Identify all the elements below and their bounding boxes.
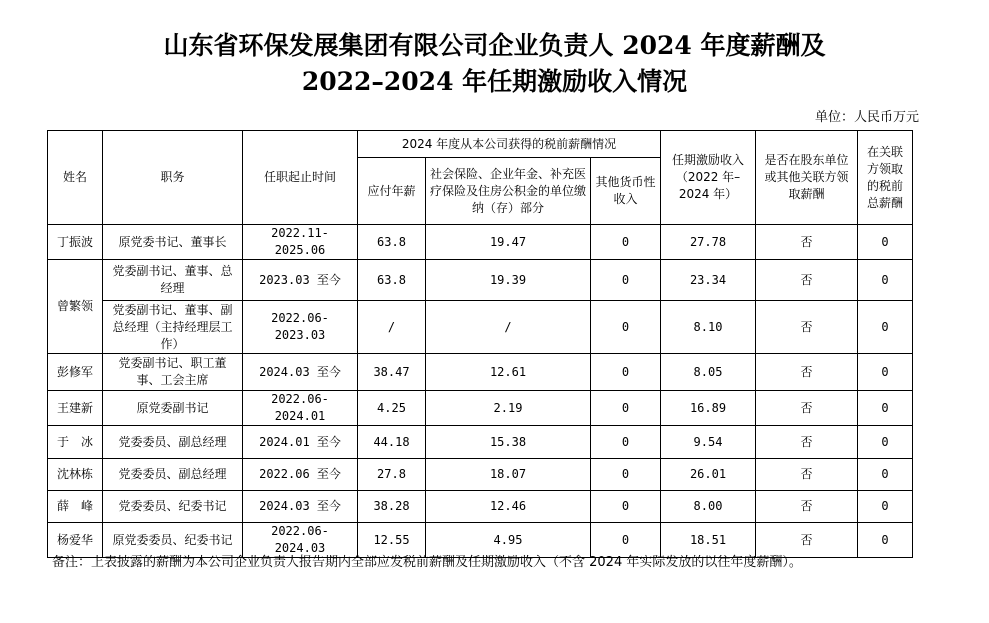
salary-table — [47, 130, 913, 558]
cell-name: 薛 峰 — [48, 491, 103, 523]
cell-incentive: 27.78 — [661, 225, 756, 260]
cell-shareholder: 否 — [756, 391, 858, 426]
cell-term: 2024.01 至今 — [243, 426, 358, 459]
cell-other: 0 — [591, 523, 661, 558]
page-title — [0, 28, 989, 100]
cell-other: 0 — [591, 426, 661, 459]
cell-other: 0 — [591, 354, 661, 391]
cell-shareholder: 否 — [756, 301, 858, 354]
cell-position: 党委副书记、职工董事、工会主席 — [103, 354, 243, 391]
cell-related: 0 — [858, 459, 913, 491]
cell-incentive: 18.51 — [661, 523, 756, 558]
cell-term: 2022.11-2025.06 — [243, 225, 358, 260]
cell-term: 2022.06-2023.03 — [243, 301, 358, 354]
cell-term: 2024.03 至今 — [243, 491, 358, 523]
cell-incentive: 8.05 — [661, 354, 756, 391]
cell-incentive: 9.54 — [661, 426, 756, 459]
cell-incentive: 16.89 — [661, 391, 756, 426]
cell-shareholder: 否 — [756, 459, 858, 491]
table-row — [48, 225, 913, 260]
cell-salary: 38.28 — [358, 491, 426, 523]
title-line-1: 山东省环保发展集团有限公司企业负责人 2024 年度薪酬及 — [163, 31, 826, 60]
cell-other: 0 — [591, 301, 661, 354]
header-name: 姓名 — [48, 131, 103, 225]
cell-shareholder: 否 — [756, 225, 858, 260]
cell-related: 0 — [858, 260, 913, 301]
cell-related: 0 — [858, 225, 913, 260]
cell-insurance: 19.47 — [426, 225, 591, 260]
cell-insurance: 2.19 — [426, 391, 591, 426]
cell-insurance: 19.39 — [426, 260, 591, 301]
cell-shareholder: 否 — [756, 354, 858, 391]
cell-position: 原党委委员、纪委书记 — [103, 523, 243, 558]
table-row — [48, 391, 913, 426]
cell-name: 彭修军 — [48, 354, 103, 391]
table-row — [48, 260, 913, 301]
cell-insurance: 18.07 — [426, 459, 591, 491]
cell-name: 于 冰 — [48, 426, 103, 459]
cell-salary: / — [358, 301, 426, 354]
cell-other: 0 — [591, 459, 661, 491]
footnote: 备注：上表披露的薪酬为本公司企业负责人报告期内全部应发税前薪酬及任期激励收入（不含 2024 年实际发放的以往年度薪酬）。 — [52, 555, 802, 570]
cell-other: 0 — [591, 260, 661, 301]
cell-related: 0 — [858, 523, 913, 558]
cell-insurance: 4.95 — [426, 523, 591, 558]
cell-name: 曾繁领 — [48, 260, 103, 354]
cell-related: 0 — [858, 491, 913, 523]
cell-other: 0 — [591, 391, 661, 426]
table-row — [48, 426, 913, 459]
cell-term: 2023.03 至今 — [243, 260, 358, 301]
cell-position: 党委副书记、董事、副总经理（主持经理层工作） — [103, 301, 243, 354]
cell-other: 0 — [591, 225, 661, 260]
cell-position: 党委副书记、董事、总经理 — [103, 260, 243, 301]
table-row — [48, 459, 913, 491]
cell-position: 党委委员、副总经理 — [103, 459, 243, 491]
cell-term: 2024.03 至今 — [243, 354, 358, 391]
cell-name: 王建新 — [48, 391, 103, 426]
cell-name: 杨爱华 — [48, 523, 103, 558]
cell-salary: 12.55 — [358, 523, 426, 558]
cell-insurance: 12.61 — [426, 354, 591, 391]
cell-incentive: 26.01 — [661, 459, 756, 491]
cell-related: 0 — [858, 391, 913, 426]
cell-position: 党委委员、副总经理 — [103, 426, 243, 459]
cell-related: 0 — [858, 354, 913, 391]
cell-name: 丁振波 — [48, 225, 103, 260]
title-line-2: 2022–2024 年任期激励收入情况 — [301, 67, 688, 96]
cell-salary: 63.8 — [358, 260, 426, 301]
table-row — [48, 491, 913, 523]
cell-insurance: / — [426, 301, 591, 354]
cell-other: 0 — [591, 491, 661, 523]
cell-related: 0 — [858, 426, 913, 459]
cell-insurance: 15.38 — [426, 426, 591, 459]
cell-shareholder: 否 — [756, 426, 858, 459]
cell-term: 2022.06-2024.03 — [243, 523, 358, 558]
header-term: 任职起止时间 — [243, 131, 358, 225]
cell-salary: 27.8 — [358, 459, 426, 491]
header-annual-salary: 应付年薪 — [358, 158, 426, 225]
cell-term: 2022.06-2024.01 — [243, 391, 358, 426]
header-related-party-salary: 在关联方领取的税前总薪酬 — [858, 131, 913, 225]
table-row — [48, 301, 913, 354]
cell-term: 2022.06 至今 — [243, 459, 358, 491]
cell-salary: 38.47 — [358, 354, 426, 391]
cell-name: 沈林栋 — [48, 459, 103, 491]
header-group-2024: 2024 年度从本公司获得的税前薪酬情况 — [358, 131, 661, 158]
header-other-income: 其他货币性收入 — [591, 158, 661, 225]
unit-label: 单位：人民币万元 — [814, 110, 919, 125]
header-term-incentive: 任期激励收入（2022 年–2024 年） — [661, 131, 756, 225]
header-position: 职务 — [103, 131, 243, 225]
cell-shareholder: 否 — [756, 491, 858, 523]
cell-related: 0 — [858, 301, 913, 354]
cell-salary: 4.25 — [358, 391, 426, 426]
cell-salary: 44.18 — [358, 426, 426, 459]
header-shareholder-salary: 是否在股东单位或其他关联方领取薪酬 — [756, 131, 858, 225]
cell-position: 原党委副书记 — [103, 391, 243, 426]
cell-shareholder: 否 — [756, 523, 858, 558]
cell-shareholder: 否 — [756, 260, 858, 301]
cell-salary: 63.8 — [358, 225, 426, 260]
cell-incentive: 23.34 — [661, 260, 756, 301]
table-row — [48, 354, 913, 391]
cell-incentive: 8.10 — [661, 301, 756, 354]
cell-position: 党委委员、纪委书记 — [103, 491, 243, 523]
cell-insurance: 12.46 — [426, 491, 591, 523]
cell-incentive: 8.00 — [661, 491, 756, 523]
header-social-insurance: 社会保险、企业年金、补充医疗保险及住房公积金的单位缴纳（存）部分 — [426, 158, 591, 225]
cell-position: 原党委书记、董事长 — [103, 225, 243, 260]
